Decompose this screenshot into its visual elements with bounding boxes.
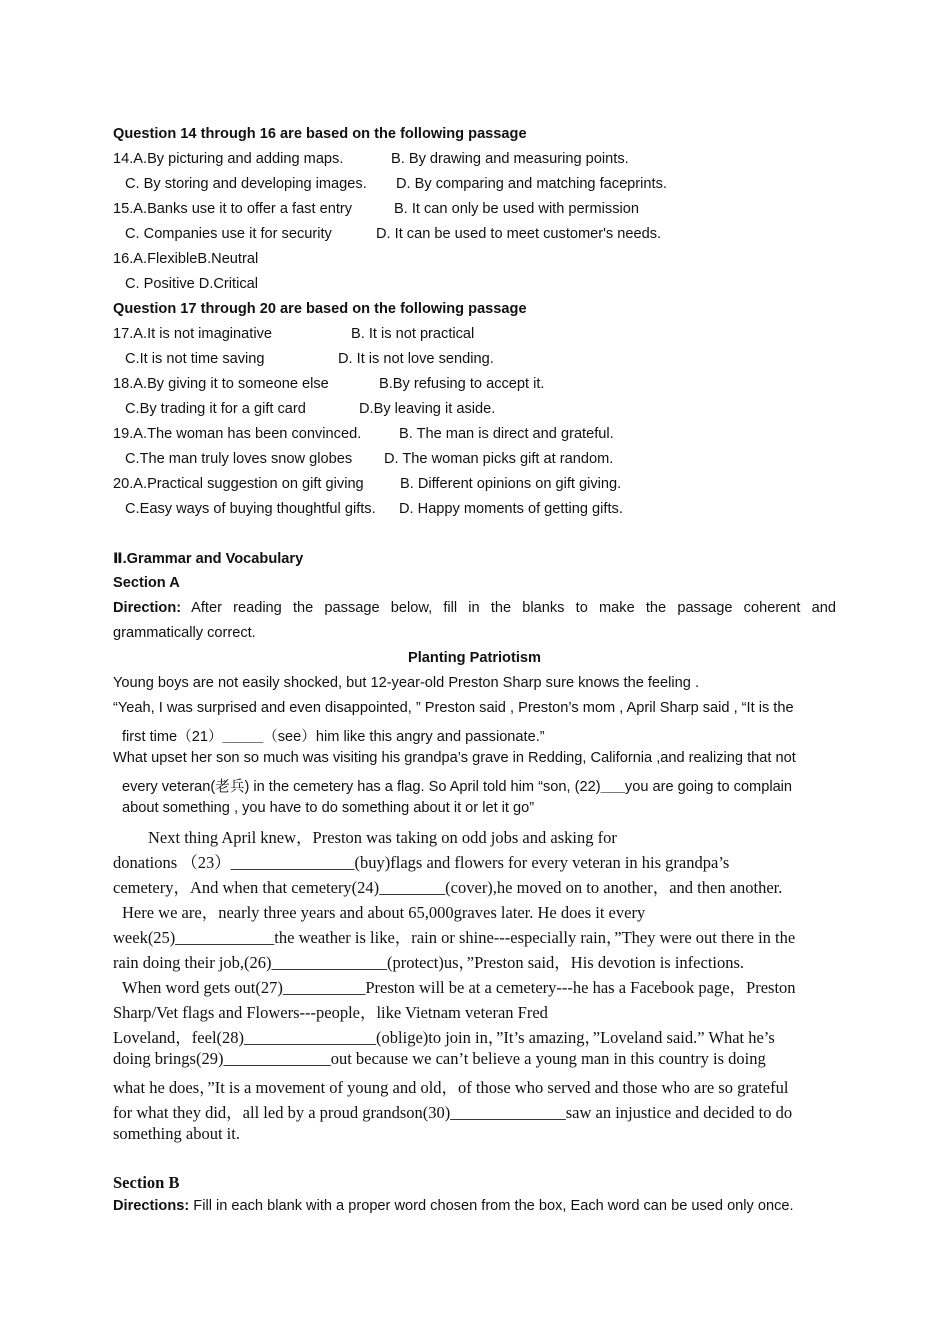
q14-option-c: C. By storing and developing images. (125, 176, 367, 192)
direction-line-2: grammatically correct. (113, 625, 256, 641)
passage-s11: what he does，”It is a movement of young and old，of those who served and those who are so grateful (113, 1078, 789, 1097)
q20-option-a: 20.A.Practical suggestion on gift giving (113, 476, 364, 492)
passage-p3-line2 (122, 775, 792, 796)
q15-option-d: D. It can be used to meet customer's needs. (376, 226, 662, 242)
passage-s8: Sharp/Vet flags and Flowers---people，like Vietnam veteran Fred (113, 1003, 548, 1022)
q17-option-d: D. It is not love sending. (338, 351, 494, 367)
q15-option-a: 15.A.Banks use it to offer a fast entry (113, 201, 353, 217)
q18-option-c: C.By trading it for a gift card (125, 401, 306, 417)
q19-option-d: D. The woman picks gift at random. (384, 451, 614, 467)
q19-option-a: 19.A.The woman has been convinced. (113, 426, 362, 442)
q21-blank[interactable]: _____ (222, 729, 264, 745)
section-heading-q14-16: Question 14 through 16 are based on the following passage (113, 126, 527, 142)
q16-options-cd: C. Positive D.Critical (125, 276, 258, 292)
passage-s7: When word gets out(27)__________Preston will be at a cemetery---he has a Facebook page，Preston (122, 978, 796, 997)
q20-option-b: B. Different opinions on gift giving. (400, 476, 622, 492)
q20-option-d: D. Happy moments of getting gifts. (399, 501, 623, 517)
q19-option-b: B. The man is direct and grateful. (399, 426, 614, 442)
direction-line-1 (113, 600, 836, 616)
passage-s10: doing brings(29)_____________out because we can’t believe a young man in this country is doing (113, 1049, 766, 1068)
q22-blank[interactable]: ___ (600, 779, 625, 795)
passage-s9: Loveland，feel(28)________________(oblige)to join in，”It’s amazing，”Loveland said.” What he’s (113, 1028, 775, 1047)
directions-b-text: Fill in each blank with a proper word chosen from the box, Each word can be used only once. (193, 1198, 794, 1214)
q22-suffix: you are going to complain (624, 779, 793, 795)
q20-option-c: C.Easy ways of buying thoughtful gifts. (125, 501, 376, 517)
passage-p2-line2 (122, 725, 545, 746)
q14-option-d: D. By comparing and matching faceprints. (396, 176, 667, 192)
q15-option-c: C. Companies use it for security (125, 226, 332, 242)
section-heading-q17-20: Question 17 through 20 are based on the following passage (113, 301, 527, 317)
section-b-title: Section B (113, 1173, 180, 1192)
q17-option-b: B. It is not practical (351, 326, 475, 342)
passage-s1: Next thing April knew，Preston was taking on odd jobs and asking for (148, 828, 617, 847)
q17-option-a: 17.A.It is not imaginative (113, 326, 272, 342)
q18-option-b: B.By refusing to accept it. (379, 376, 545, 392)
passage-s4: Here we are，nearly three years and about 65,000graves later. He does it every (122, 903, 646, 922)
directions-b-label: Directions: (113, 1198, 190, 1214)
passage-p1: Young boys are not easily shocked, but 12-year-old Preston Sharp sure knows the feeling . (113, 675, 699, 691)
passage-s3: cemetery，And when that cemetery(24)________(cover),he moved on to another，and then another. (113, 878, 783, 897)
passage-p3-line3: about something , you have to do something about it or let it go” (122, 800, 535, 816)
q17-option-c: C.It is not time saving (125, 351, 265, 367)
q14-option-b: B. By drawing and measuring points. (391, 151, 629, 167)
passage-s13: something about it. (113, 1124, 240, 1143)
direction-label: Direction: (113, 600, 182, 616)
passage-p2-line1: “Yeah, I was surprised and even disappointed, ” Preston said , Preston’s mom , April Sharp said , “It is the (113, 700, 794, 716)
q22-prefix: every veteran(老兵) in the cemetery has a flag. So April told him “son, (22) (122, 779, 601, 795)
passage-s2: donations （23）_______________(buy)flags and flowers for every veteran in his grandpa’s (113, 853, 730, 872)
passage-s6: rain doing their job,(26)______________(protect)us，”Preston said，His devotion is infections. (113, 953, 745, 972)
passage-title: Planting Patriotism (408, 650, 541, 666)
section-a-title: Section A (113, 575, 180, 591)
q21-suffix: （see）him like this angry and passionate.” (263, 729, 545, 745)
q18-option-a: 18.A.By giving it to someone else (113, 376, 329, 392)
q18-option-d: D.By leaving it aside. (359, 401, 496, 417)
part-title: Ⅱ.Grammar and Vocabulary (113, 551, 304, 567)
passage-s5: week(25)____________the weather is like，rain or shine---especially rain，”They were out there in the (113, 928, 796, 947)
q15-option-b: B. It can only be used with permission (394, 201, 639, 217)
passage-p3-line1: What upset her son so much was visiting his grandpa’s grave in Redding, California ,and realizing that not (113, 750, 796, 766)
q19-option-c: C.The man truly loves snow globes (125, 451, 353, 467)
q16-options-ab: 16.A.FlexibleB.Neutral (113, 251, 259, 267)
q14-option-a: 14.A.By picturing and adding maps. (113, 151, 344, 167)
section-b-directions (113, 1198, 794, 1214)
passage-s12: for what they did，all led by a proud grandson(30)______________saw an injustice and decided to do (113, 1103, 793, 1122)
q21-prefix: first time（21） (122, 729, 223, 745)
direction-text: After reading the passage below, fill in the blanks to make the passage coherent and (191, 600, 836, 616)
